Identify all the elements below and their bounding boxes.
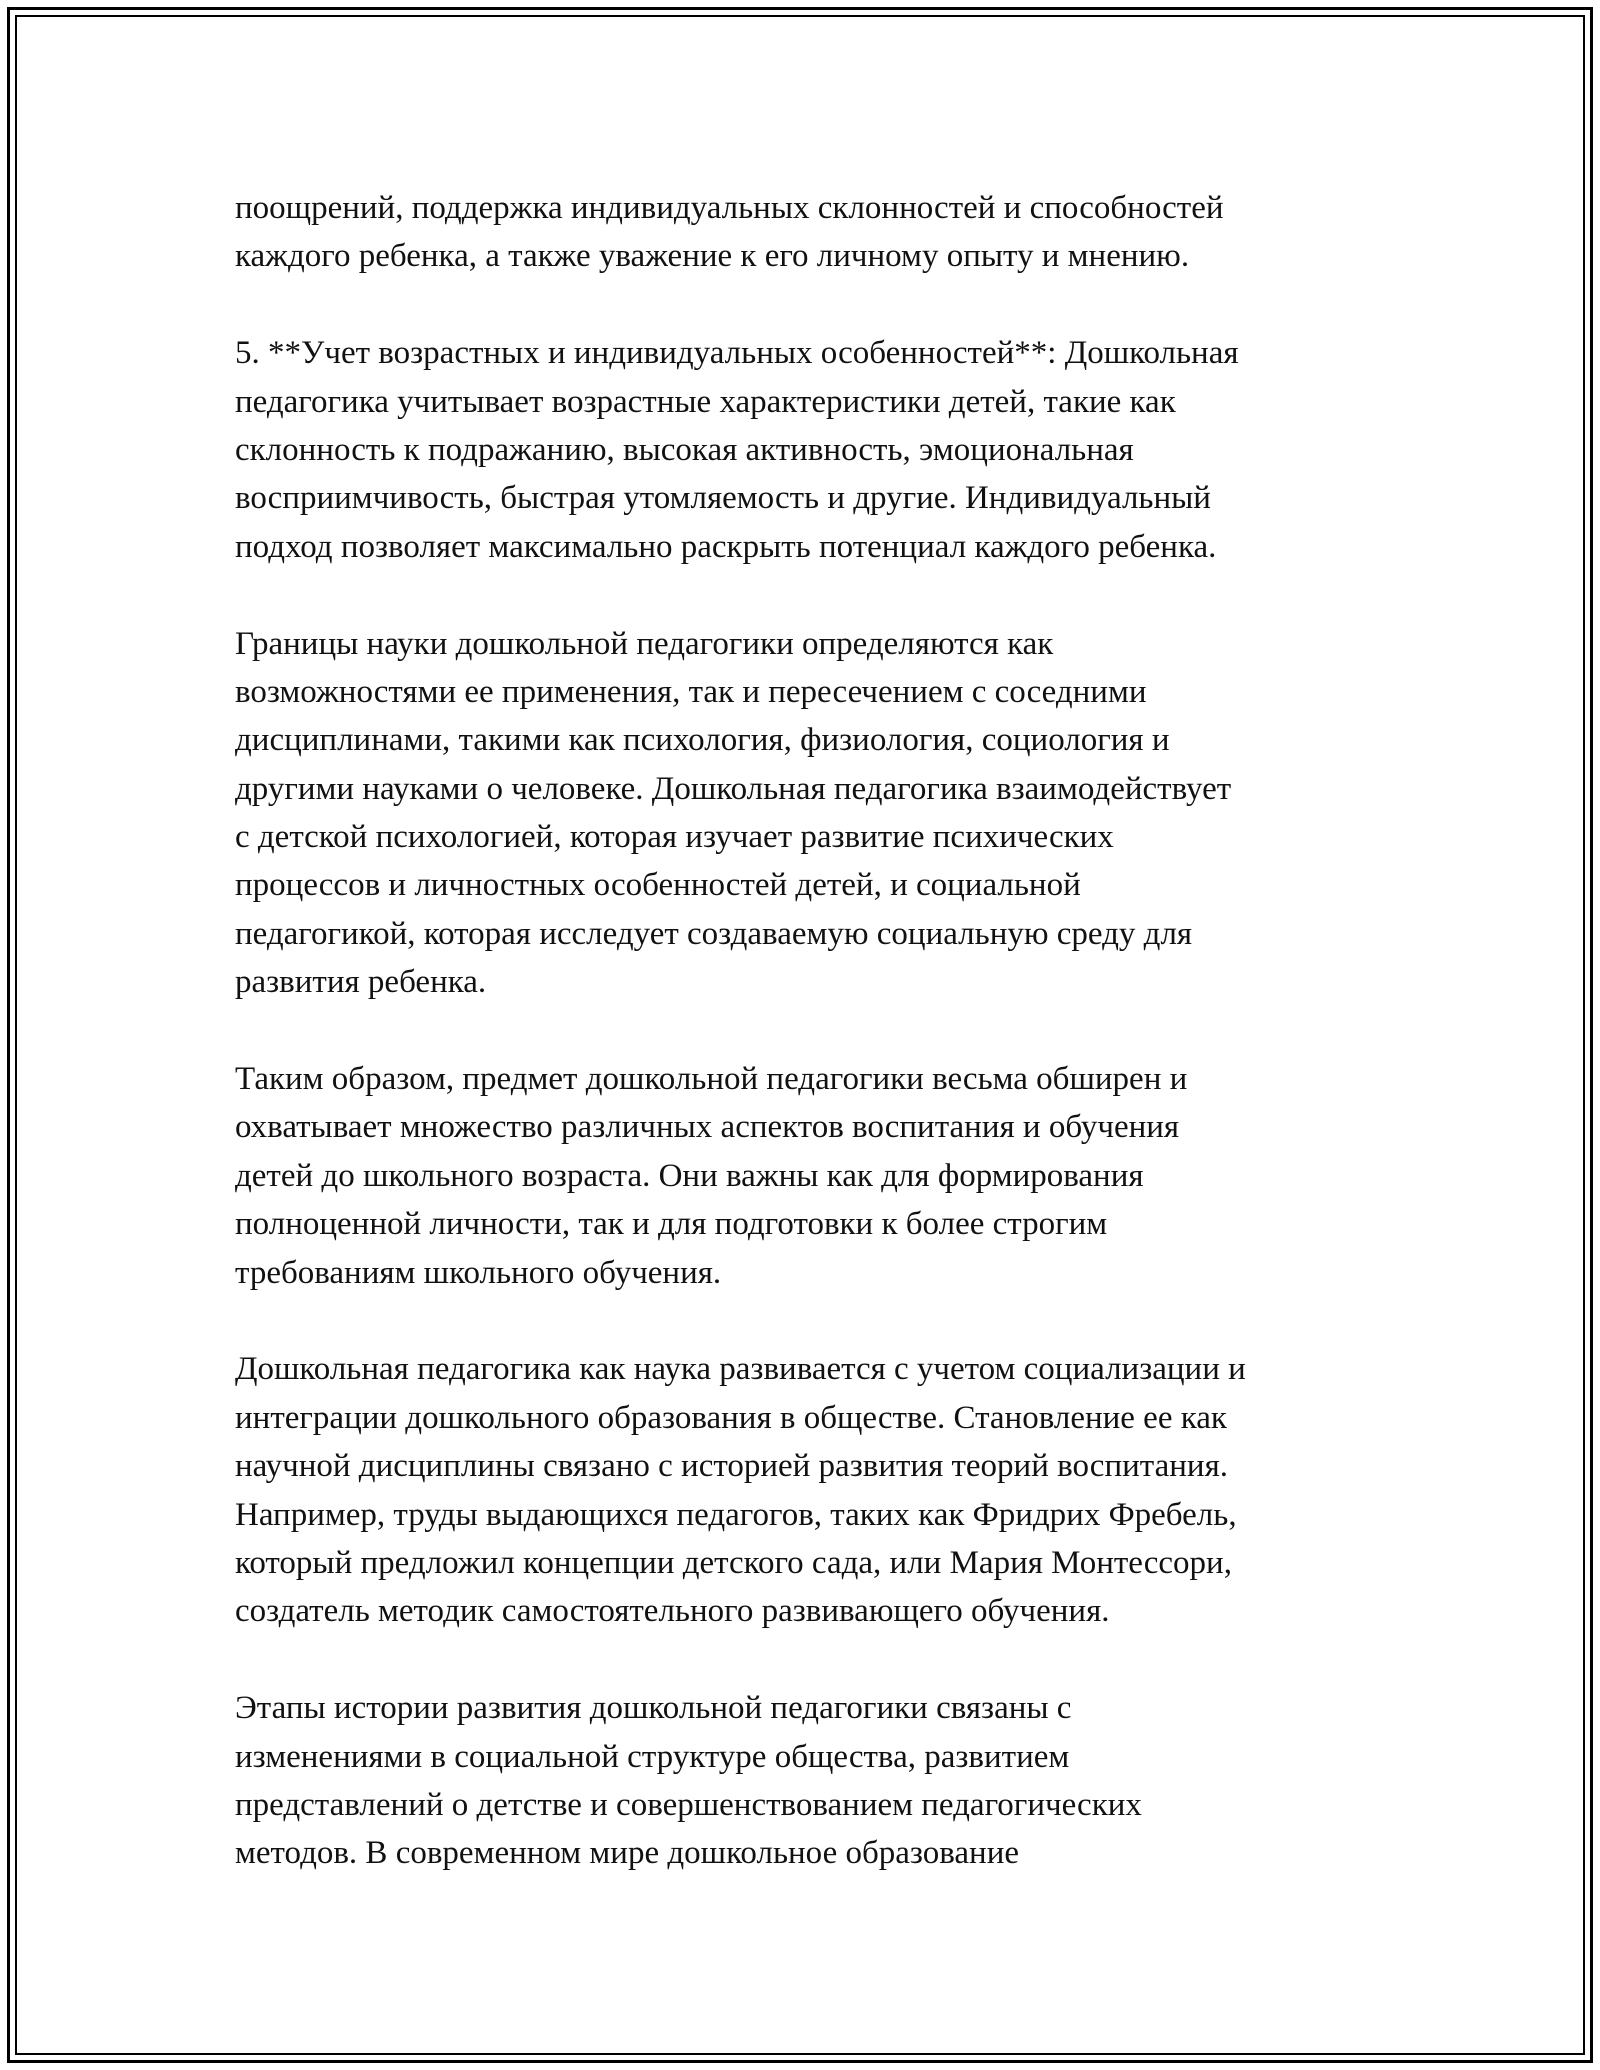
- paragraph-2: [235, 329, 1395, 571]
- text-line: полноценной личности, так и для подготовки к более строгим: [235, 1206, 1108, 1243]
- text-line: интеграции дошкольного образования в обществе. Становление ее как: [235, 1399, 1227, 1436]
- text-line: научной дисциплины связано с историей развития теорий воспитания.: [235, 1448, 1228, 1485]
- text-line: восприимчивость, быстрая утомляемость и другие. Индивидуальный: [235, 480, 1211, 517]
- text-line: детей до школьного возраста. Они важны как для формирования: [235, 1157, 1144, 1194]
- text-line: Например, труды выдающихся педагогов, таких как Фридрих Фребель,: [235, 1496, 1237, 1533]
- text-line: каждого ребенка, а также уважение к его личному опыту и мнению.: [235, 238, 1190, 275]
- text-line: представлений о детстве и совершенствованием педагогических: [235, 1786, 1142, 1823]
- paragraph-1: [235, 184, 1395, 281]
- paragraph-4: [235, 1055, 1395, 1297]
- text-line: педагогикой, которая исследует создаваемую социальную среду для: [235, 915, 1193, 952]
- paragraph-5: [235, 1345, 1395, 1635]
- text-line: возможностями ее применения, так и пересечением с соседними: [235, 673, 1147, 710]
- text-line: с детской психологией, которая изучает развитие психических: [235, 819, 1114, 856]
- paragraph-gap: [235, 1007, 1395, 1055]
- text-line: Таким образом, предмет дошкольной педагогики весьма обширен и: [235, 1061, 1188, 1098]
- paragraph-gap: [235, 1297, 1395, 1345]
- text-line: развития ребенка.: [235, 964, 487, 1001]
- paragraph-gap: [235, 571, 1395, 619]
- text-line: другими науками о человеке. Дошкольная педагогика взаимодействует: [235, 770, 1232, 807]
- paragraph-gap: [235, 281, 1395, 329]
- text-line: Границы науки дошкольной педагогики определяются как: [235, 625, 1054, 662]
- text-line: методов. В современном мире дошкольное образование: [235, 1835, 1020, 1872]
- paragraph-6: [235, 1684, 1395, 1878]
- text-line: требованиям школьного обучения.: [235, 1254, 722, 1291]
- text-line: Этапы истории развития дошкольной педагогики связаны с: [235, 1690, 1072, 1727]
- paragraph-gap: [235, 1636, 1395, 1684]
- text-line: подход позволяет максимально раскрыть потенциал каждого ребенка.: [235, 528, 1217, 565]
- text-line: дисциплинами, такими как психология, физиология, социология и: [235, 722, 1170, 759]
- text-line: изменениями в социальной структуре общества, развитием: [235, 1738, 1070, 1775]
- text-line: Дошкольная педагогика как наука развивается с учетом социализации и: [235, 1351, 1246, 1388]
- text-line: 5. **Учет возрастных и индивидуальных особенностей**: Дошкольная: [235, 335, 1239, 372]
- text-line: процессов и личностных особенностей детей, и социальной: [235, 867, 1081, 904]
- text-line: который предложил концепции детского сада, или Мария Монтессори,: [235, 1544, 1232, 1581]
- document-body: [235, 184, 1395, 1878]
- text-line: создатель методик самостоятельного развивающего обучения.: [235, 1593, 1110, 1630]
- text-line: поощрений, поддержка индивидуальных склонностей и способностей: [235, 190, 1224, 226]
- text-line: педагогика учитывает возрастные характеристики детей, такие как: [235, 383, 1176, 420]
- text-line: склонность к подражанию, высокая активность, эмоциональная: [235, 431, 1134, 468]
- paragraph-3: [235, 620, 1395, 1007]
- text-line: охватывает множество различных аспектов воспитания и обучения: [235, 1109, 1180, 1146]
